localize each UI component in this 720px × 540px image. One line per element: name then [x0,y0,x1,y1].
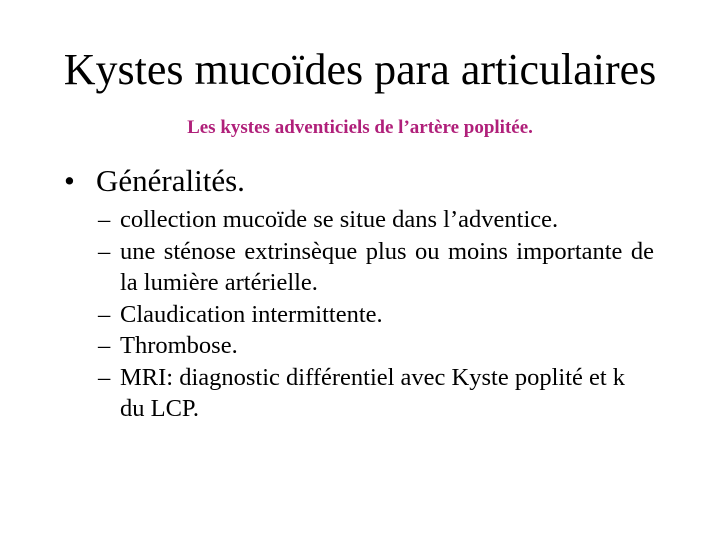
sub-bullet-item [98,204,654,236]
dash-icon: – [98,363,111,391]
sub-bullet-item [98,362,654,425]
sub-bullet-item [98,299,654,331]
main-bullet [64,163,245,199]
sub-bullet-item [98,330,654,362]
sub-bullet-list [98,204,654,425]
sub-bullet-text: MRI: diagnostic différentiel avec Kyste poplité et k du LCP. [120,363,626,422]
dash-icon: – [98,332,111,359]
dash-icon: – [98,300,111,328]
sub-bullet-text: une sténose extrinsèque plus ou moins importante de la lumière artérielle. [120,237,654,296]
slide-subtitle: Les kystes adventiciels de l’artère poplitée. [187,117,533,138]
sub-bullet-text: collection mucoïde se situe dans l’adventice. [120,206,559,233]
main-bullet-text: Généralités. [96,163,245,198]
dash-icon: – [98,237,111,265]
sub-bullet-text: Claudication intermittente. [120,300,383,328]
dash-icon: – [98,206,111,233]
sub-bullet-text: Thrombose. [120,332,238,359]
bullet-icon: • [64,163,75,198]
slide-title: Kystes mucoïdes para articulaires [63,45,657,94]
sub-bullet-item [98,236,654,299]
